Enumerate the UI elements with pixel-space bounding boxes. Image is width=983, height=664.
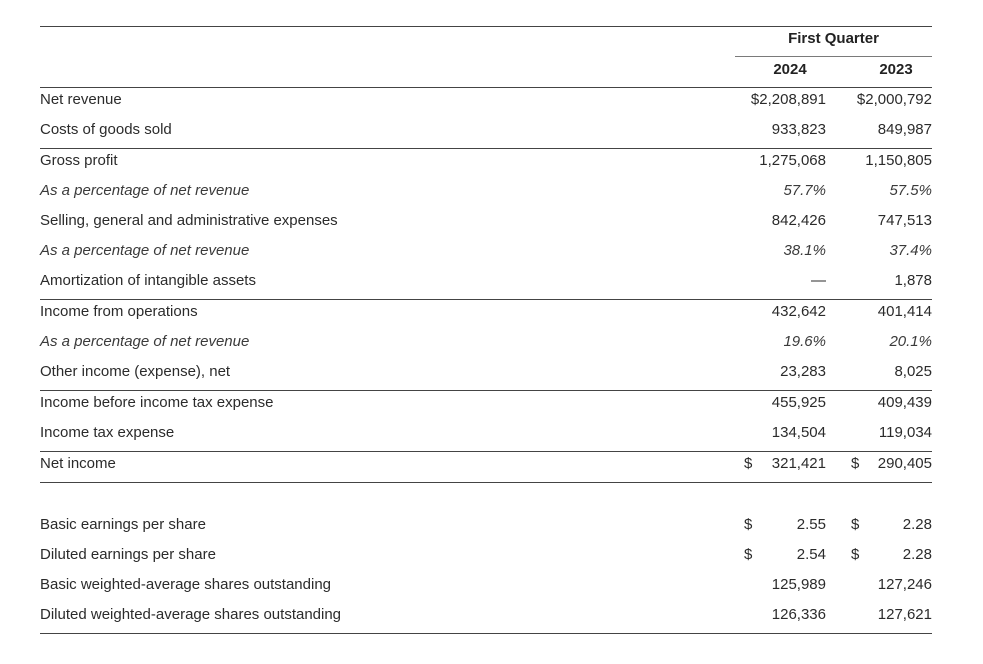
value-2024: 23,283 [780, 363, 826, 380]
value-2024: 842,426 [771, 212, 826, 229]
value-2024: 126,336 [771, 606, 826, 623]
row-rule [40, 299, 932, 300]
row-label: Basic weighted-average shares outstanding [40, 576, 332, 593]
row-rule [40, 451, 932, 452]
value-2023: 2.28 [902, 546, 932, 563]
column-group-header: First Quarter [788, 30, 879, 47]
value-2023: 1,878 [894, 272, 932, 289]
value-2024: 2.55 [796, 516, 826, 533]
group-header-rule [735, 56, 932, 57]
row-label: Diluted earnings per share [40, 546, 216, 563]
value-2024: — [811, 272, 826, 289]
value-2024: 19.6% [783, 333, 826, 350]
row-label: Income tax expense [40, 424, 175, 441]
row-label: Other income (expense), net [40, 363, 231, 380]
value-2024: 2.54 [796, 546, 826, 563]
value-2023: 127,621 [877, 606, 932, 623]
value-2023: 20.1% [889, 333, 932, 350]
row-label: As a percentage of net revenue [40, 182, 250, 199]
row-label: Income from operations [40, 303, 198, 320]
row-label: Selling, general and administrative expenses [40, 212, 338, 229]
value-2023: 290,405 [877, 455, 932, 472]
value-2023: 401,414 [877, 303, 932, 320]
row-label: Net revenue [40, 91, 122, 108]
value-2023: 57.5% [889, 182, 932, 199]
value-2024: 455,925 [771, 394, 826, 411]
row-label: Gross profit [40, 152, 118, 169]
value-2024: 933,823 [771, 121, 826, 138]
value-2024: 125,989 [771, 576, 826, 593]
value-2024: 38.1% [783, 242, 826, 259]
value-2023: 2.28 [902, 516, 932, 533]
column-header-2024: 2024 [773, 61, 807, 78]
currency-symbol-2024: $ [744, 546, 753, 563]
value-2023: 849,987 [877, 121, 932, 138]
row-rule [40, 148, 932, 149]
value-2023: 37.4% [889, 242, 932, 259]
currency-symbol-2023: $ [851, 516, 860, 533]
value-2024: 1,275,068 [759, 152, 826, 169]
value-2023: 747,513 [877, 212, 932, 229]
value-2024: 432,642 [771, 303, 826, 320]
row-label: As a percentage of net revenue [40, 242, 250, 259]
row-label: Basic earnings per share [40, 516, 206, 533]
currency-symbol-2023: $ [851, 546, 860, 563]
value-2024: $2,208,891 [750, 91, 826, 108]
table-bottom-rule [40, 633, 932, 634]
row-label: Diluted weighted-average shares outstanding [40, 606, 342, 623]
value-2023: 127,246 [877, 576, 932, 593]
value-2024: 321,421 [771, 455, 826, 472]
column-header-2023: 2023 [879, 61, 913, 78]
row-label: Income before income tax expense [40, 394, 274, 411]
row-rule [40, 390, 932, 391]
header-bottom-rule [40, 87, 932, 88]
row-label: Amortization of intangible assets [40, 272, 256, 289]
value-2023: $2,000,792 [856, 91, 932, 108]
value-2023: 1,150,805 [865, 152, 932, 169]
value-2023: 119,034 [878, 424, 932, 441]
value-2023: 409,439 [877, 394, 932, 411]
row-label: Net income [40, 455, 116, 472]
value-2024: 134,504 [771, 424, 826, 441]
currency-symbol-2024: $ [744, 455, 753, 472]
row-label: Costs of goods sold [40, 121, 172, 138]
net-income-bottom-rule [40, 482, 932, 483]
row-label: As a percentage of net revenue [40, 333, 250, 350]
table-top-rule [40, 26, 932, 27]
currency-symbol-2023: $ [851, 455, 860, 472]
value-2024: 57.7% [783, 182, 826, 199]
value-2023: 8,025 [894, 363, 932, 380]
currency-symbol-2024: $ [744, 516, 753, 533]
